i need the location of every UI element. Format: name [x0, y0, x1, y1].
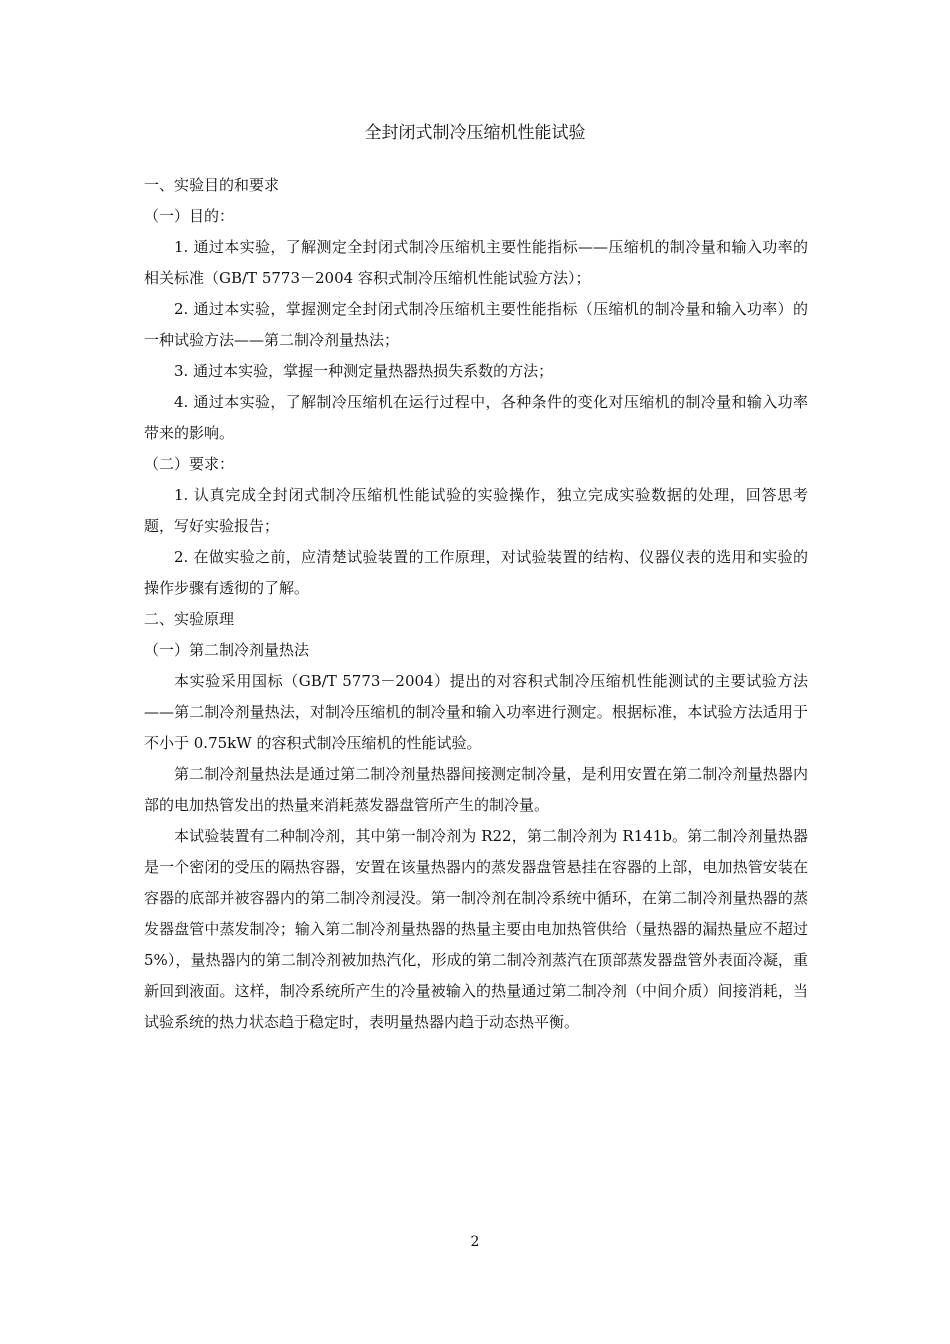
- requirement-item-1: 1. 认真完成全封闭式制冷压缩机性能试验的实验操作，独立完成实验数据的处理，回答思考题，写好实验报告；: [144, 486, 808, 535]
- purpose-item-1: 1. 通过本实验，了解测定全封闭式制冷压缩机主要性能指标——压缩机的制冷量和输入功率的相关标准（GB/T 5773－2004 容积式制冷压缩机性能试验方法）；: [144, 238, 808, 287]
- requirement-item-2: 2. 在做实验之前，应清楚试验装置的工作原理，对试验装置的结构、仪器仪表的选用和实验的操作步骤有透彻的了解。: [144, 548, 808, 597]
- subheading-purpose: （一）目的：: [144, 207, 235, 225]
- principle-paragraph-2: 第二制冷剂量热法是通过第二制冷剂量热器间接测定制冷量，是利用安置在第二制冷剂量热器内部的电加热管发出的热量来消耗蒸发器盘管所产生的制冷量。: [144, 765, 808, 814]
- purpose-item-4: 4. 通过本实验，了解制冷压缩机在运行过程中，各种条件的变化对压缩机的制冷量和输入功率带来的影响。: [144, 393, 808, 442]
- principle-paragraph-1: 本实验采用国标（GB/T 5773－2004）提出的对容积式制冷压缩机性能测试的主要试验方法——第二制冷剂量热法，对制冷压缩机的制冷量和输入功率进行测定。根据标准，本试验方法适用于不小于 0.75kW 的容积式制冷压缩机的性能试验。: [144, 672, 808, 752]
- page-number: 2: [470, 1234, 480, 1250]
- document-body: [144, 170, 808, 1038]
- document-title: 全封闭式制冷压缩机性能试验: [364, 123, 586, 143]
- purpose-item-2: 2. 通过本实验，掌握测定全封闭式制冷压缩机主要性能指标（压缩机的制冷量和输入功率）的一种试验方法——第二制冷剂量热法；: [144, 300, 808, 349]
- section-heading-2: 二、实验原理: [144, 610, 235, 628]
- purpose-item-3: 3. 通过本实验，掌握一种测定量热器热损失系数的方法；: [174, 362, 554, 380]
- section-heading-1: 一、实验目的和要求: [144, 176, 280, 194]
- principle-paragraph-3: 本试验装置有二种制冷剂，其中第一制冷剂为 R22，第二制冷剂为 R141b。第二制冷剂量热器是一个密闭的受压的隔热容器，安置在该量热器内的蒸发器盘管悬挂在容器的上部，电加热管安装在容器的底部并被容器内的第二制冷剂浸没。第一制冷剂在制冷系统中循环，在第二制冷剂量热器的蒸发器盘管中蒸发制冷；输入第二制冷剂量热器的热量主要由电加热管供给（量热器的漏热量应不超过 5%），量热器内的第二制冷剂被加热汽化，形成的第二制冷剂蒸汽在顶部蒸发器盘管外表面冷凝，重新回到液面。这样，制冷系统所产生的冷量被输入的热量通过第二制冷剂（中间介质）间接消耗，当试验系统的热力状态趋于稳定时，表明量热器内趋于动态热平衡。: [144, 827, 808, 1031]
- subheading-method: （一）第二制冷剂量热法: [144, 641, 310, 659]
- subheading-requirements: （二）要求：: [144, 455, 235, 473]
